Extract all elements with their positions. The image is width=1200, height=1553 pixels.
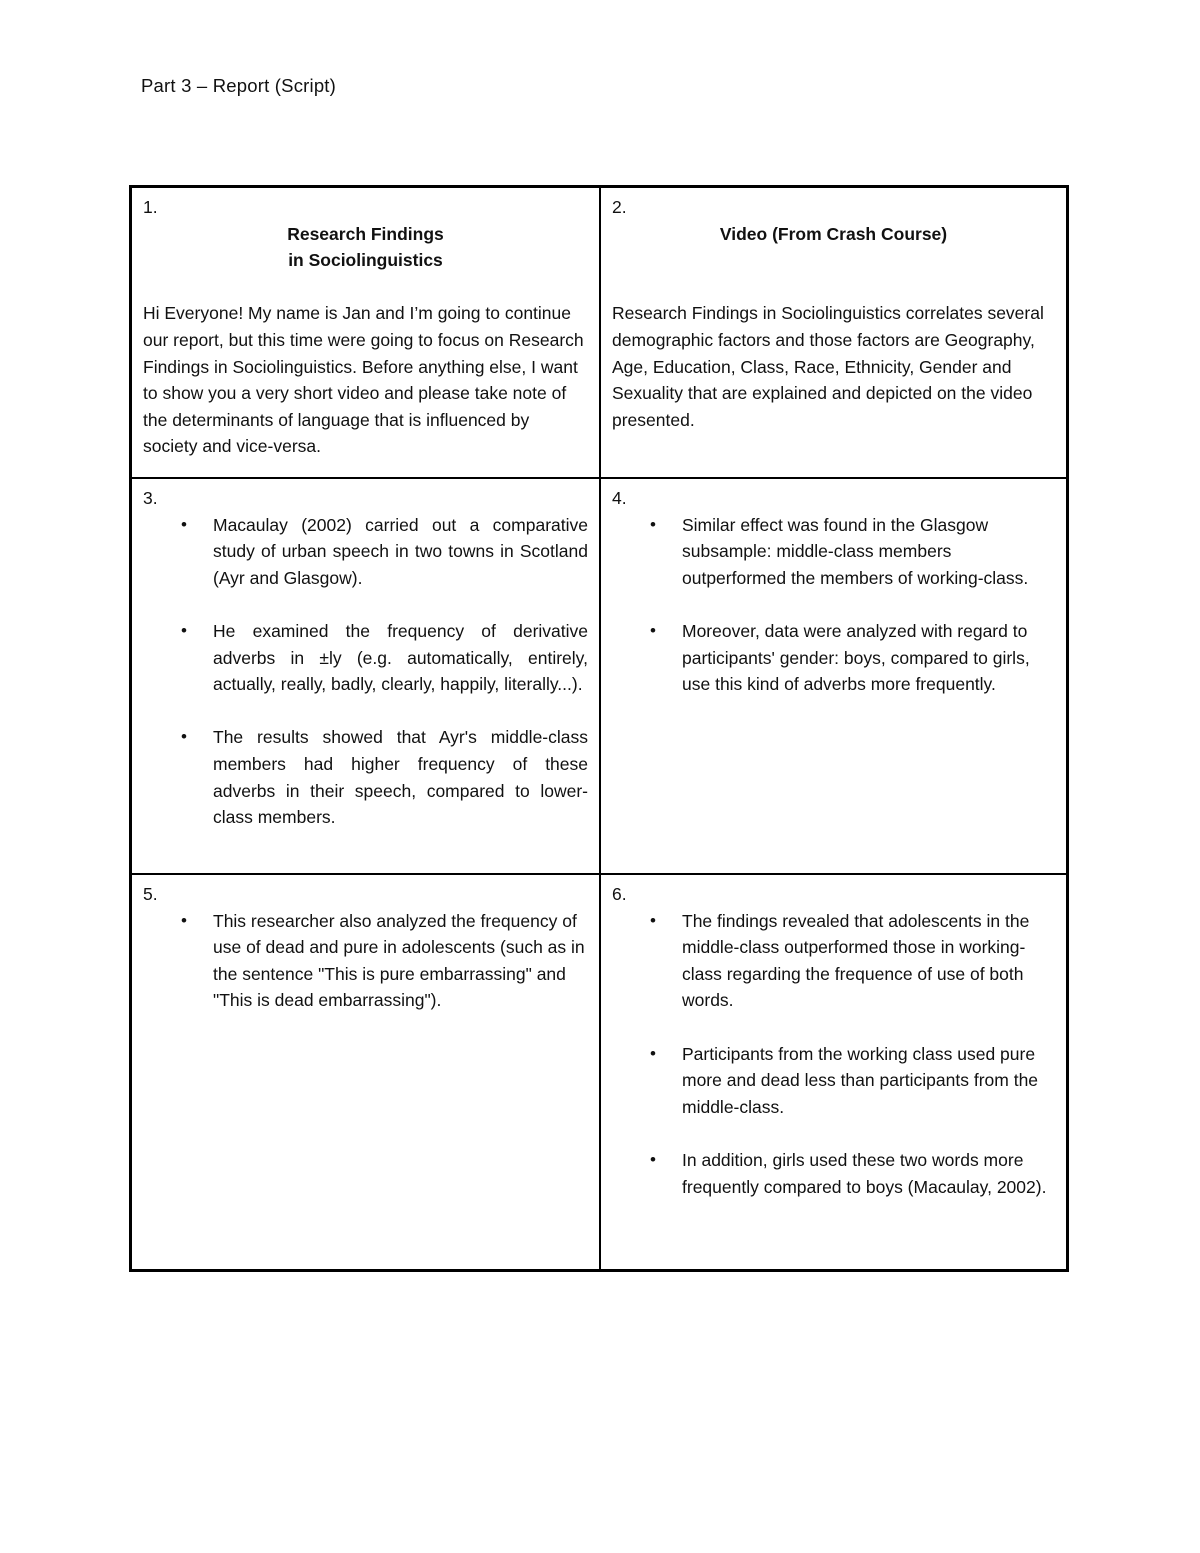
- cell-6: [601, 875, 1066, 1269]
- list-item: [612, 618, 1055, 698]
- bullet-list: [612, 908, 1055, 1201]
- list-item-text: Similar effect was found in the Glasgow subsample: middle-class members outperformed the members of working-class.: [682, 514, 1029, 588]
- list-item: [612, 908, 1055, 1014]
- bullet-icon: •: [650, 514, 656, 534]
- bullet-list: [143, 908, 588, 1014]
- list-item-text: The findings revealed that adolescents in the middle-class outperformed those in working-class regarding the frequence of use of both words.: [682, 910, 1030, 1011]
- bullet-icon: •: [650, 910, 656, 930]
- cell-title-line-1: Video (From Crash Course): [719, 223, 948, 244]
- cell-number: 3.: [143, 488, 158, 508]
- cell-3: [132, 479, 601, 875]
- bullet-list: [612, 512, 1055, 698]
- list-item-text: Macaulay (2002) carried out a comparative study of urban speech in two towns in Scotland (Ayr and Glasgow).: [213, 514, 588, 588]
- list-item-text: He examined the frequency of derivative adverbs in ±ly (e.g. automatically, entirely, actually, really, badly, clearly, happily, literally...).: [213, 620, 588, 695]
- list-item: [612, 512, 1055, 592]
- cell-body-text: Hi Everyone! My name is Jan and I’m going to continue our report, but this time were going to focus on Research Findings in Sociolinguistics. Before anything else, I want to show you a very short video and please take note of the determinants of language that is influenced by society and vice-versa.: [143, 303, 584, 457]
- cell-number: 1.: [143, 197, 158, 217]
- bullet-list: [143, 512, 588, 831]
- cell-4: [601, 479, 1066, 875]
- list-item-text: Moreover, data were analyzed with regard to participants' gender: boys, compared to girls, use this kind of adverbs more frequently.: [682, 620, 1030, 695]
- list-item-text: Participants from the working class used pure more and dead less than participants from the middle-class.: [682, 1043, 1039, 1117]
- cell-number: 4.: [612, 488, 627, 508]
- bullet-icon: •: [650, 1043, 656, 1063]
- list-item-text: This researcher also analyzed the frequency of use of dead and pure in adolescents (such as in the sentence "This is pure embarrassing" and "This is dead embarrassing").: [213, 910, 585, 1011]
- list-item: [143, 724, 588, 830]
- list-item: [143, 512, 588, 592]
- list-item: [612, 1041, 1055, 1121]
- cell-title-line-1: Research Findings: [287, 223, 444, 244]
- list-item: [143, 908, 588, 1014]
- cell-number: 6.: [612, 884, 627, 904]
- list-item-text: The results showed that Ayr's middle-class members had higher frequency of these adverbs in their speech, compared to lower-class members.: [213, 727, 588, 828]
- bullet-icon: •: [650, 620, 656, 640]
- bullet-icon: •: [181, 620, 187, 640]
- list-item-text: In addition, girls used these two words more frequently compared to boys (Macaulay, 2002).: [682, 1149, 1047, 1197]
- bullet-icon: •: [181, 910, 187, 930]
- page-title: Part 3 – Report (Script): [141, 75, 337, 96]
- cell-number: 2.: [612, 197, 627, 217]
- cell-title-line-2: in Sociolinguistics: [288, 250, 443, 271]
- cell-5: [132, 875, 601, 1269]
- bullet-icon: •: [650, 1149, 656, 1169]
- bullet-icon: •: [181, 727, 187, 747]
- cell-1: [132, 188, 601, 479]
- report-table: [129, 185, 1069, 1272]
- bullet-icon: •: [181, 514, 187, 534]
- cell-body-text: Research Findings in Sociolinguistics correlates several demographic factors and those factors are Geography, Age, Education, Class, Race, Ethnicity, Gender and Sexuality that are explained and depicted on the video presented.: [612, 303, 1044, 430]
- cell-number: 5.: [143, 884, 158, 904]
- list-item: [612, 1147, 1055, 1200]
- cell-2: [601, 188, 1066, 479]
- list-item: [143, 618, 588, 698]
